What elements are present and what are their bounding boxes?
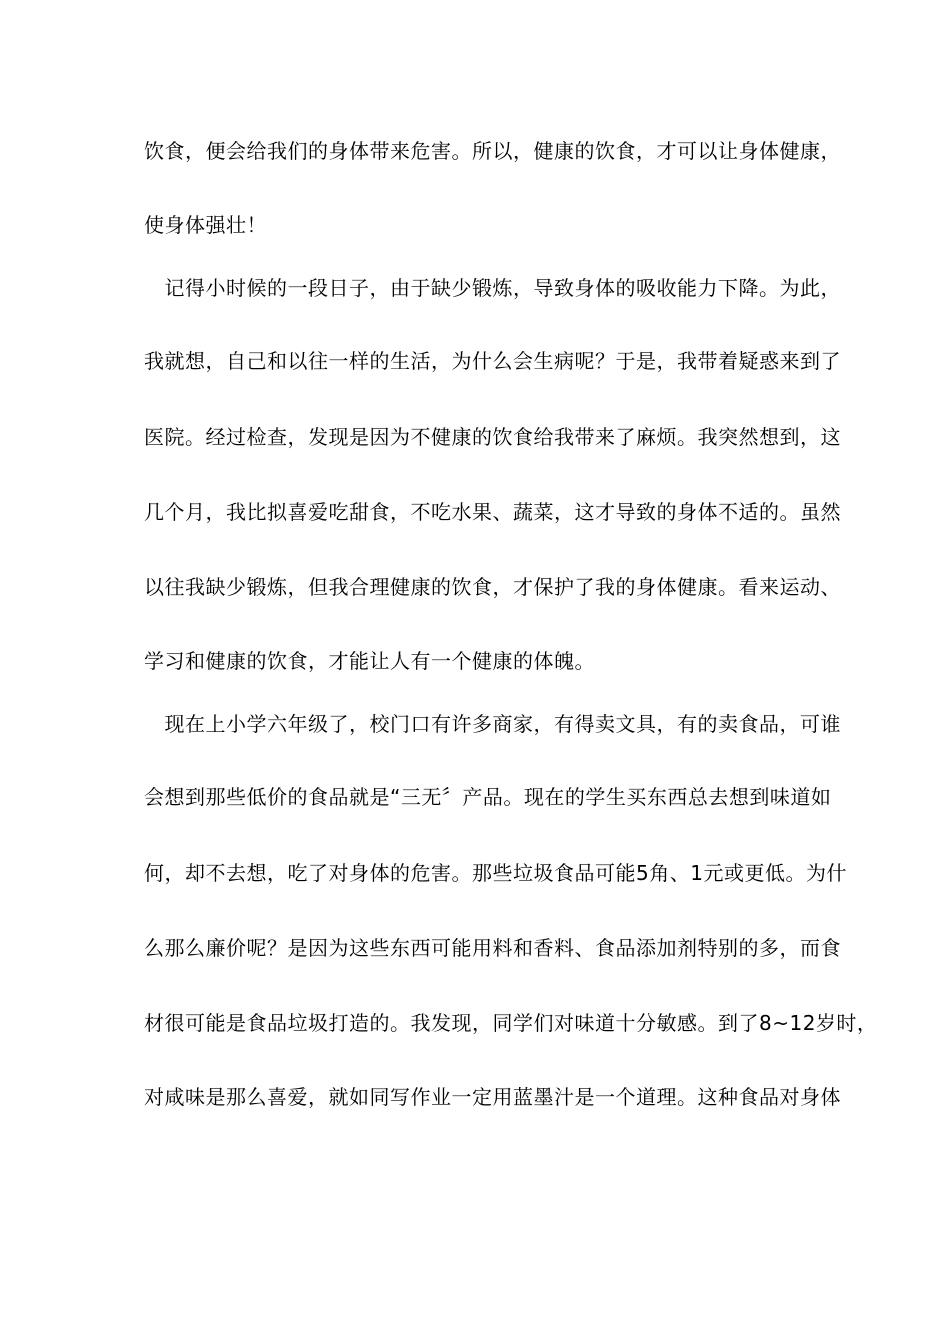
text-line: 对咸味是那么喜爱，就如同写作业一定用蓝墨汁是一个道理。这种食品对身体 xyxy=(144,1085,841,1109)
text-line: 饮食，便会给我们的身体带来危害。所以，健康的饮食，才可以让身体健康， xyxy=(144,139,841,163)
text-line: 现在上小学六年级了，校门口有许多商家，有得卖文具，有的卖食品，可谁 xyxy=(144,712,841,736)
text-line: 医院。经过检查，发现是因为不健康的饮食给我带来了麻烦。我突然想到，这 xyxy=(144,425,841,449)
text-line: 我就想，自己和以往一样的生活，为什么会生病呢？于是，我带着疑惑来到了 xyxy=(144,349,841,373)
text-line: 会想到那些低价的食品就是“三无〞产品。现在的学生买东西总去想到味道如 xyxy=(144,785,832,809)
text-line: 材很可能是食品垃圾打造的。我发现，同学们对味道十分敏感。到了8~12岁时， xyxy=(144,1011,878,1035)
text-line: 几个月，我比拟喜爱吃甜食，不吃水果、蔬菜，这才导致的身体不适的。虽然 xyxy=(144,500,841,524)
text-line: 使身体强壮！ xyxy=(144,213,267,237)
text-line: 记得小时候的一段日子，由于缺少锻炼，导致身体的吸收能力下降。为此， xyxy=(144,276,841,300)
text-line: 何，却不去想，吃了对身体的危害。那些垃圾食品可能5角、1元或更低。为什 xyxy=(144,861,847,885)
text-line: 学习和健康的饮食，才能让人有一个健康的体魄。 xyxy=(144,649,595,673)
text-line: 以往我缺少锻炼，但我合理健康的饮食，才保护了我的身体健康。看来运动、 xyxy=(144,575,841,599)
text-line: 么那么廉价呢？是因为这些东西可能用料和香料、食品添加剂特别的多，而食 xyxy=(144,936,841,960)
